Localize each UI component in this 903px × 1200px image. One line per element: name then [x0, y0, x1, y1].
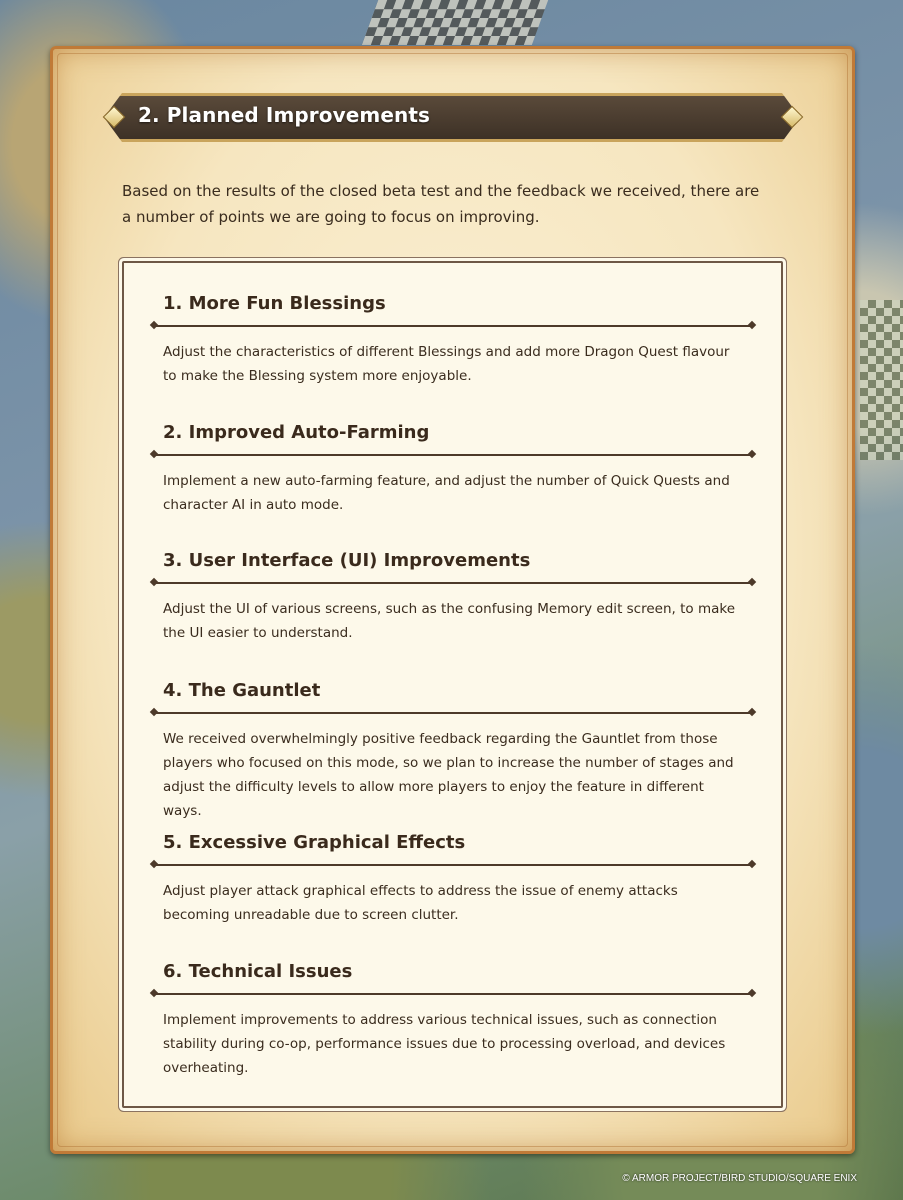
section-title: 4. The Gauntlet	[163, 680, 321, 701]
background-map-checker	[362, 0, 548, 45]
section-title: 3. User Interface (UI) Improvements	[163, 550, 531, 571]
section-body: Adjust the characteristics of different Blessings and add more Dragon Quest flavour to make the Blessing system more enjoyable.	[163, 344, 730, 384]
section-title: 2. Improved Auto-Farming	[163, 422, 430, 443]
section-title: 5. Excessive Graphical Effects	[163, 832, 466, 853]
section-title: 1. More Fun Blessings	[163, 293, 386, 314]
section-divider	[154, 993, 752, 995]
section-body: Adjust player attack graphical effects to address the issue of enemy attacks becoming unreadable due to screen clutter.	[163, 883, 678, 923]
section-body: Adjust the UI of various screens, such as the confusing Memory edit screen, to make the UI easier to understand.	[163, 601, 736, 641]
section-divider	[154, 582, 752, 584]
improvement-section	[154, 678, 752, 823]
section-body: We received overwhelmingly positive feedback regarding the Gauntlet from those players who focused on this mode, so we plan to increase the number of stages and adjust the difficulty levels to allow more players to enjoy the feature in different ways.	[163, 731, 734, 819]
copyright-notice: © ARMOR PROJECT/BIRD STUDIO/SQUARE ENIX	[622, 1173, 857, 1184]
intro-paragraph: Based on the results of the closed beta test and the feedback we received, there are a number of points we are going to focus on improving.	[122, 182, 760, 226]
section-divider	[154, 712, 752, 714]
section-body: Implement improvements to address various technical issues, such as connection stability during co-op, performance issues due to processing overload, and devices overheating.	[163, 1012, 726, 1076]
section-title: 6. Technical Issues	[163, 961, 353, 982]
section-divider	[154, 325, 752, 327]
improvement-section	[154, 548, 752, 645]
improvement-section	[154, 959, 752, 1080]
section-divider	[154, 864, 752, 866]
improvement-section	[154, 420, 752, 517]
improvement-section	[154, 291, 752, 388]
section-body: Implement a new auto-farming feature, and adjust the number of Quick Quests and character AI in auto mode.	[163, 473, 730, 513]
section-divider	[154, 454, 752, 456]
background-map-field	[860, 300, 903, 460]
banner-title: 2. Planned Improvements	[138, 103, 431, 127]
improvement-section	[154, 830, 752, 927]
